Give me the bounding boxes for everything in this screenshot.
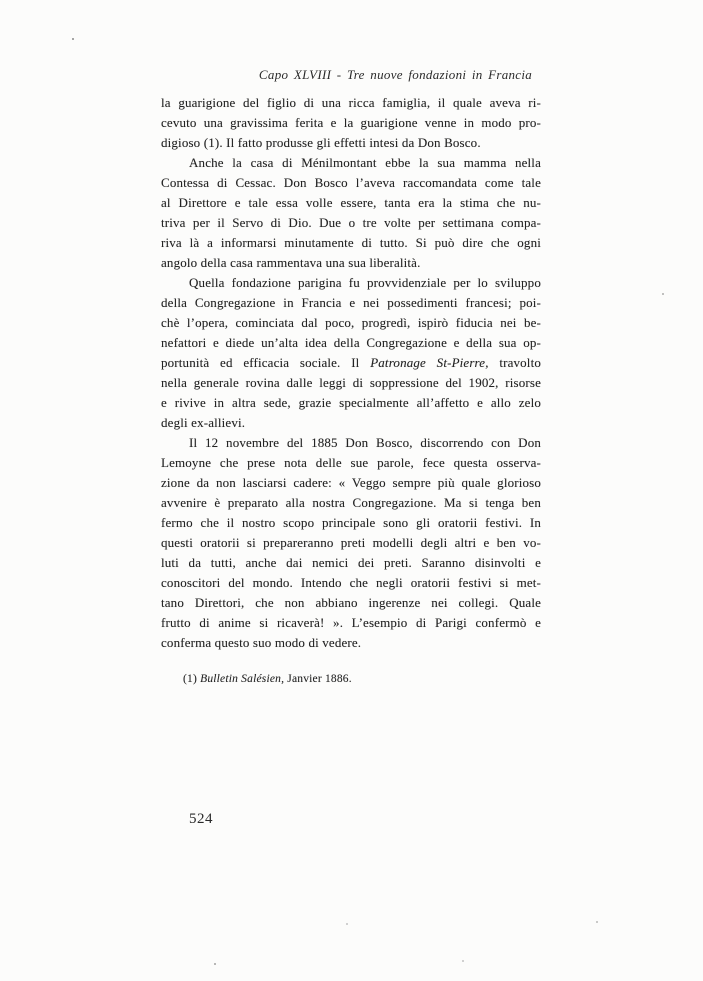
scan-speck <box>346 923 348 925</box>
text-line <box>161 593 541 613</box>
scan-speck <box>72 38 74 40</box>
text-segment: triva per il Servo di Dio. Due o tre volte per settimana compa- <box>161 215 541 230</box>
running-header: Capo XLVIII - Tre nuove fondazioni in Francia <box>258 67 533 82</box>
text-line <box>161 513 541 533</box>
text-line <box>161 313 541 333</box>
text-segment: avvenire è preparato alla nostra Congregazione. Ma si tenga ben <box>161 495 541 510</box>
text-line <box>161 433 541 453</box>
text-line <box>161 273 541 293</box>
text-line <box>161 93 541 113</box>
text-line <box>161 293 541 313</box>
text-segment: frutto di anime si ricaverà! ». L’esempio di Parigi confermò e <box>161 615 541 630</box>
text-segment: questi oratorii si prepareranno preti modelli degli altri e ben vo- <box>161 535 541 550</box>
text-segment: al Direttore e tale essa volle essere, tanta era la stima che nu- <box>161 195 541 210</box>
text-line <box>161 253 541 273</box>
scan-speck <box>462 960 464 962</box>
text-segment: angolo della casa rammentava una sua liberalità. <box>161 255 421 270</box>
text-line <box>161 473 541 493</box>
text-segment: portunità ed efficacia sociale. Il <box>161 355 371 370</box>
text-line <box>161 213 541 233</box>
text-segment: luti da tutti, anche dai nemici dei preti. Saranno disinvolti e <box>161 555 541 570</box>
text-segment: chè l’opera, cominciata dal poco, progredì, ispirò fiducia nei be- <box>161 315 541 330</box>
text-segment: fermo che il nostro scopo principale sono gli oratorii festivi. In <box>161 515 541 530</box>
text-line <box>161 333 541 353</box>
text-segment: zione da non lasciarsi cadere: « Veggo sempre più quale glorioso <box>161 475 541 490</box>
scan-speck <box>596 921 598 923</box>
text-segment: riva là a informarsi minutamente di tutto. Si può dire che ogni <box>161 235 541 250</box>
text-line <box>161 493 541 513</box>
text-line <box>161 633 541 653</box>
text-line <box>161 573 541 593</box>
text-line <box>161 613 541 633</box>
text-segment: conferma questo suo modo di vedere. <box>161 635 362 650</box>
text-segment: Contessa di Cessac. Don Bosco l’aveva raccomandata come tale <box>161 175 541 190</box>
text-segment: nefattori e diede un’alta idea della Congregazione e della sua op- <box>161 335 541 350</box>
footnote <box>183 672 543 687</box>
text-segment: digioso (1). Il fatto produsse gli effetti intesi da Don Bosco. <box>161 135 481 150</box>
italic-text: Bulletin Salésien, <box>200 673 285 685</box>
text-segment: Anche la casa di Ménilmontant ebbe la sua mamma nella <box>189 155 541 170</box>
page-number: 524 <box>189 811 213 827</box>
text-line <box>161 413 541 433</box>
text-segment: Il 12 novembre del 1885 Don Bosco, discorrendo con Don <box>189 435 541 450</box>
text-line <box>161 553 541 573</box>
scan-speck <box>662 293 664 295</box>
body-text <box>161 93 541 653</box>
text-line <box>161 113 541 133</box>
text-line <box>161 533 541 553</box>
scan-speck <box>214 963 216 965</box>
text-segment: della Congregazione in Francia e nei possedimenti francesi; poi- <box>161 295 541 310</box>
text-line <box>161 153 541 173</box>
text-segment: nella generale rovina dalle leggi di soppressione del 1902, risorse <box>161 375 541 390</box>
text-segment: (1) <box>183 673 201 685</box>
text-line <box>161 133 541 153</box>
italic-text: Patronage St-Pierre, <box>370 355 489 370</box>
text-segment: Lemoyne che prese nota delle sue parole, fece questa osserva- <box>161 455 541 470</box>
text-line <box>161 193 541 213</box>
text-line <box>161 353 541 373</box>
text-segment: e rivive in altra sede, grazie specialmente all’affetto e allo zelo <box>161 395 541 410</box>
text-segment: conoscitori del mondo. Intendo che negli oratorii festivi si met- <box>161 575 541 590</box>
text-line <box>161 453 541 473</box>
text-segment: tano Direttori, che non abbiano ingerenze nei collegi. Quale <box>161 595 541 610</box>
text-segment: degli ex-allievi. <box>161 415 246 430</box>
text-segment: la guarigione del figlio di una ricca famiglia, il quale aveva ri- <box>161 95 541 110</box>
text-line <box>161 393 541 413</box>
text-segment: travolto <box>488 355 541 370</box>
text-line <box>161 173 541 193</box>
text-line <box>161 233 541 253</box>
text-segment: cevuto una gravissima ferita e la guarigione venne in modo pro- <box>161 115 541 130</box>
text-segment: Janvier 1886. <box>284 673 352 685</box>
text-segment: Quella fondazione parigina fu provvidenziale per lo sviluppo <box>189 275 541 290</box>
text-line <box>161 373 541 393</box>
